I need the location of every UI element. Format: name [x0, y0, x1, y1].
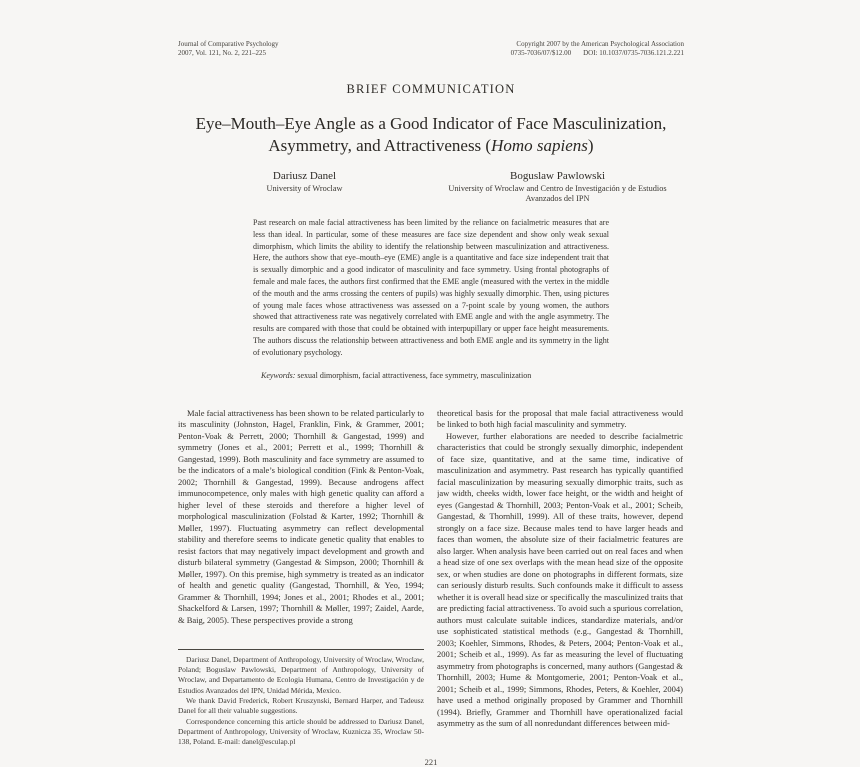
author-note-divider — [178, 649, 424, 650]
author-affiliation: University of Wroclaw — [266, 184, 343, 193]
section-heading: BRIEF COMMUNICATION — [346, 82, 516, 96]
body-column-left — [178, 408, 424, 748]
page-number: 221 — [424, 756, 438, 767]
author-name: Dariusz Danel — [272, 170, 337, 182]
journal-header-left — [178, 40, 279, 58]
fee-text: 0735-7036/07/$12.00 — [510, 49, 572, 57]
body-column-right — [437, 408, 683, 748]
journal-header — [178, 40, 684, 58]
title-line-2-pre: Asymmetry, and Attractiveness ( — [268, 135, 492, 155]
author-name: Boguslaw Pawlowski — [509, 170, 606, 182]
keywords-label: Keywords: — [261, 370, 296, 380]
doi-text: DOI: 10.1037/0735-7036.121.2.221 — [583, 49, 684, 57]
body-paragraph-continued: theoretical basis for the proposal that male facial attractiveness would be linked to both high facial masculinity and symmetry. — [437, 407, 683, 430]
author-block-2 — [431, 169, 684, 204]
page-content — [178, 0, 684, 767]
fee-doi-line — [511, 49, 684, 58]
body-lead-paragraph: Male facial attractiveness has been shown to be related particularly to its masculinity (Johnston, Hagel, Franklin, Fink, & Grammer, 2001; Penton-Voak & Perrett, 2000; Thornhill & Gangestad, 1999) and symmetry (Jones et al., 2001; Perrett et al., 1999; Thornhill & Gangestad, 1999). Both masculinity and face symmetry are assumed to be the indicators of a male’s biological condition (Fink & Penton-Voak, 2002; Thornhill & Gangestad, 1999). Because androgens affect immunocompetence, only males with high genetic quality can afford a higher level of these steroids and therefore a higher level of morphological masculinization (Folstad & Karter, 1992; Thornhill & Møller, 1997). Fluctuating asymmetry can reflect developmental stability and therefore seems to indicate genetic quality that enables to resist factors that may negatively impact development and growth and disturb bilateral symmetry (Gangestad & Simpson, 2000; Thornhill & Møller, 1997). On this premise, high symmetry is treated as an indicator of health and genetic quality (Gangestad, Thornhill, & Yeo, 1994; Grammer & Thornhill, 1994; Jones et al., 2001; Rhodes et al., 2001; Shackelford & Larsen, 1997; Thornhill & Møller, 1997; Zaidel, Aarde, & Baig, 2005). These perspectives provide a strong — [178, 407, 424, 625]
note-acknowledgments: We thank David Frederick, Robert Kruszynski, Bernard Harper, and Tadeusz Danel for all their valuable suggestions. — [178, 696, 424, 716]
authors-row — [178, 169, 684, 204]
title-line-2 — [178, 135, 684, 157]
journal-name: Journal of Comparative Psychology — [178, 40, 279, 48]
title-line-1: Eye–Mouth–Eye Angle as a Good Indicator of Face Masculinization, — [195, 114, 667, 133]
author-affiliation: University of Wroclaw and Centro de Investigación y de Estudios Avanzados del IPN — [448, 184, 667, 203]
note-correspondence: Correspondence concerning this article should be addressed to Dariusz Danel, Department of Anthropology, University of Wroclaw, Kuznicza 35, Wroclaw 50-138, Poland. E-mail: danel@esculap.pl — [178, 716, 424, 747]
note-affiliations: Dariusz Danel, Department of Anthropology, University of Wroclaw, Wroclaw, Poland; Boguslaw Pawlowski, Department of Anthropology, University of Wroclaw, and Departamento de Ecologia Humana, Centro de Investigación y de Estudios Avanzados del IPN, Unidad Mérida, Mexico. — [178, 654, 424, 695]
keywords-text: sexual dimorphism, facial attractiveness, face symmetry, masculinization — [297, 370, 532, 380]
abstract-text: Past research on male facial attractiveness has been limited by the reliance on facialmetric measures that are less than ideal. In particular, some of these measures are face size dependent and show only weak sexual dimorphism, which limits the ability to identify the relationship between masculinization and attractiveness. Here, the authors show that eye–mouth–eye (EME) angle is a quantitative and face size independent trait that is sexually dimorphic and a good indicator of masculinity and face symmetry. Using frontal photographs of female and male faces, the authors first confirmed that the EME angle (measured with the vertex in the middle of the mouth and the arms crossing the centers of pupils) was highly sexually dimorphic. Then, using pictures of young male faces whose attractiveness was assessed on a 7-point scale by young women, the authors showed that attractiveness rate was negatively correlated with EME angle and with the angle asymmetry. The results are compared with those that could be obtained with interpupillary or upper face height measurements. The authors discuss the relationship between attractiveness and both EME angle and its symmetry in the light of evolutionary psychology. — [253, 218, 609, 357]
copyright-line: Copyright 2007 by the American Psychological Association — [516, 40, 684, 48]
title-line-2-post: ) — [587, 135, 594, 155]
keywords-line — [253, 371, 609, 381]
body-paragraph-2: However, further elaborations are needed to describe facialmetric characteristics that could be strongly sexually dimorphic, independent of face size, quantitative, and at the same time, indicative of masculinization and asymmetry. Past research has typically quantified facial masculinization by measuring sexually dimorphic traits, such as jaw width, cheeks width, lower face height, or the width and height of eyes (Gangestad & Thornhill, 2003; Penton-Voak et al., 2001; Scheib, Gangestad, & Thornhill, 1999). All of these traits, however, depend strongly on a face size. Because males tend to have larger heads and faces than women, the absolute size of their facialmetric features are also larger. When analysis have been carried out on real faces and when a head size of one sex overlaps with the mean head size of the opposite sex, or when studies are done on photographs in different formats, size can seriously disturb results. Such confounds make it difficult to assess whether it is overall head size or specifically the masculinized traits that are predicting facial attractiveness. To avoid such a spurious correlation, authors must calculate suitable indices, standardize materials, and/or use sophisticated statistical methods (e.g., Gangestad & Thornhill, 2003; Koehler, Simmons, Rhodes, & Peters, 2004; Penton-Voak et al., 2001; Scheib et al., 1999). As far as measuring the level of fluctuating asymmetry from photographs is concerned, many authors (Gangestad & Thornhill, 2003; Hume & Montgomerie, 2001; Penton-Voak et al., 2001; Scheib et al., 1999; Simmons, Rhodes, Peters, & Koehler, 2004) have used a method originally proposed by Grammer and Thornhill (1994). Briefly, Grammer and Thornhill have operationalized facial asymmetry as the sum of all nonredundant differences between mid- — [437, 430, 683, 729]
species-name-italic: Homo sapiens — [491, 135, 588, 155]
article-body — [178, 408, 684, 748]
journal-header-right — [511, 40, 684, 58]
author-block-1 — [178, 169, 431, 204]
article-title — [178, 113, 684, 156]
author-note — [178, 649, 424, 748]
journal-issue: 2007, Vol. 121, No. 2, 221–225 — [178, 49, 267, 57]
